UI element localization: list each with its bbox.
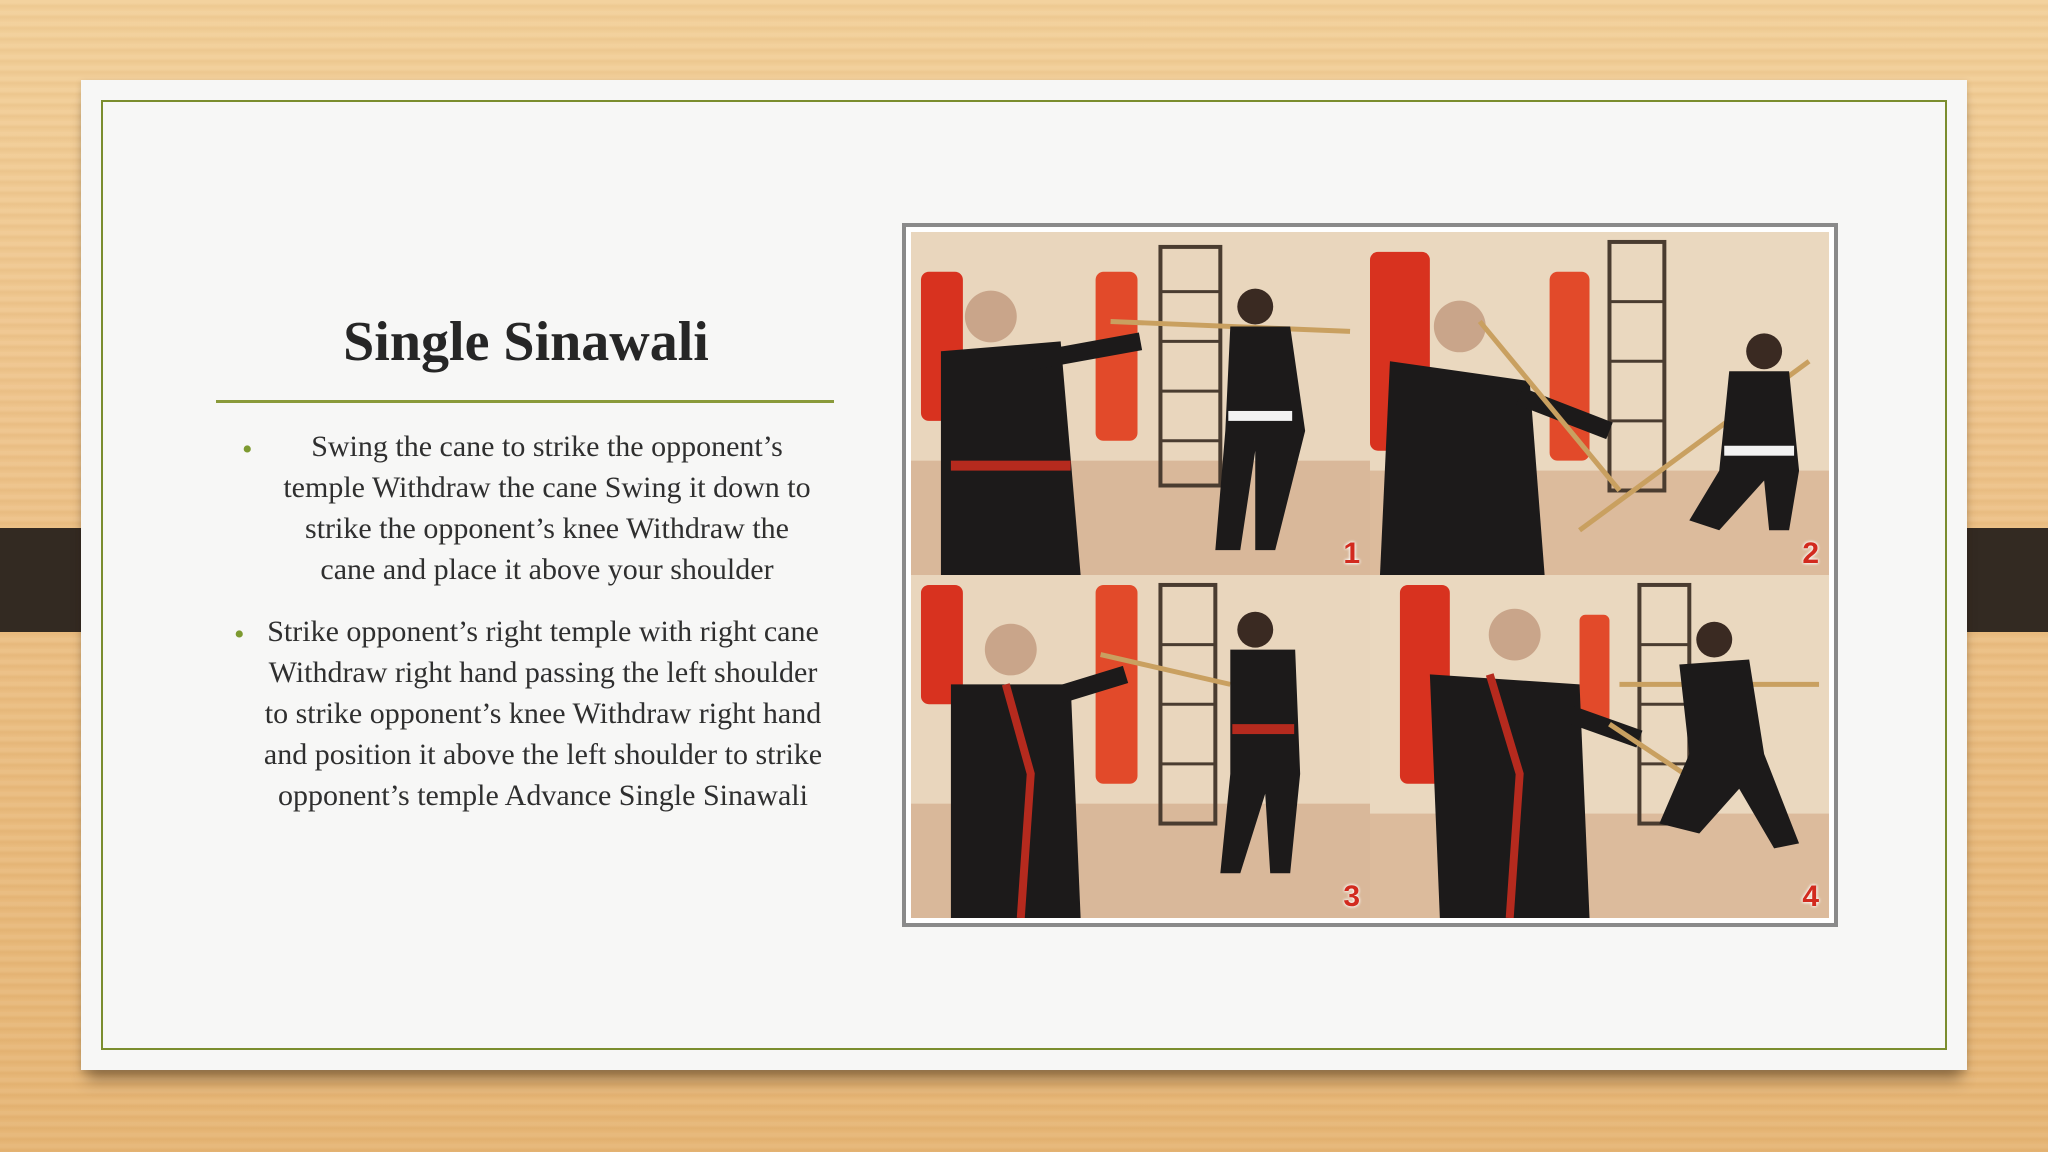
- panel-number-label: 1: [1343, 537, 1360, 570]
- bullet-text: Strike opponent’s right temple with right cane Withdraw right hand passing the left shoulder to strike opponent’s knee Withdraw right hand and position it above the left shoulder to strike opponent’s temple Advance Single Sinawali: [263, 615, 823, 812]
- bullet-item: [216, 426, 836, 590]
- panel-number-label: 4: [1802, 880, 1819, 913]
- title-underline: [216, 400, 834, 403]
- photo-panel-2: [1370, 232, 1829, 575]
- bullet-list: [216, 426, 836, 837]
- bullet-dot-icon: •: [234, 618, 245, 651]
- panel-number-label: 3: [1343, 880, 1360, 913]
- photo-panel-3: [911, 575, 1370, 918]
- bullet-dot-icon: •: [242, 433, 253, 466]
- photo-panel-4: [1370, 575, 1829, 918]
- bullet-item: [216, 611, 836, 816]
- slide-title: Single Sinawali: [343, 311, 709, 373]
- photo-panel-1: [911, 232, 1370, 575]
- bullet-text: Swing the cane to strike the opponent’s temple Withdraw the cane Swing it down to strike the opponent’s knee Withdraw the cane and place it above your shoulder: [283, 430, 811, 586]
- panel-number-label: 2: [1802, 537, 1819, 570]
- technique-photo-grid: [902, 223, 1838, 927]
